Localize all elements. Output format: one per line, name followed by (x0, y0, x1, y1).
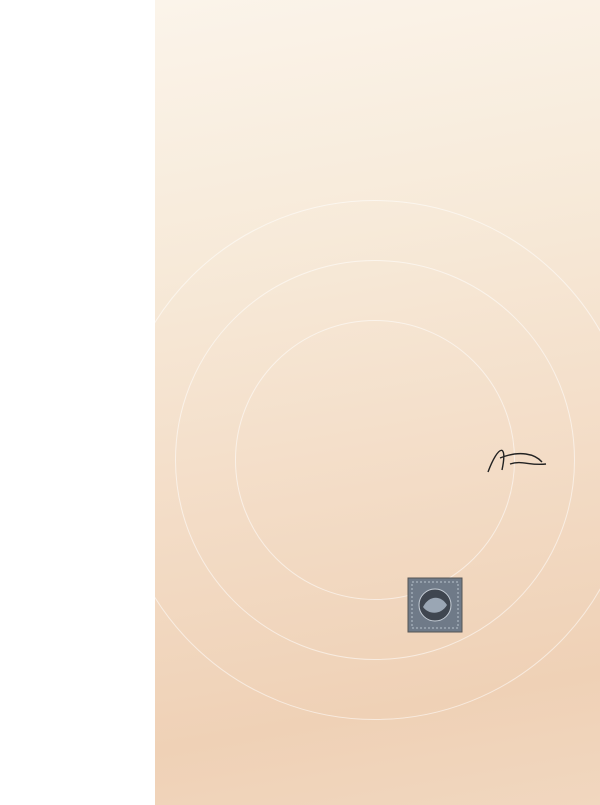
legend-column (0, 0, 151, 805)
registration-certificate (155, 0, 600, 805)
signature (480, 440, 550, 480)
watermark-ring (235, 320, 515, 600)
security-hologram (407, 577, 463, 633)
